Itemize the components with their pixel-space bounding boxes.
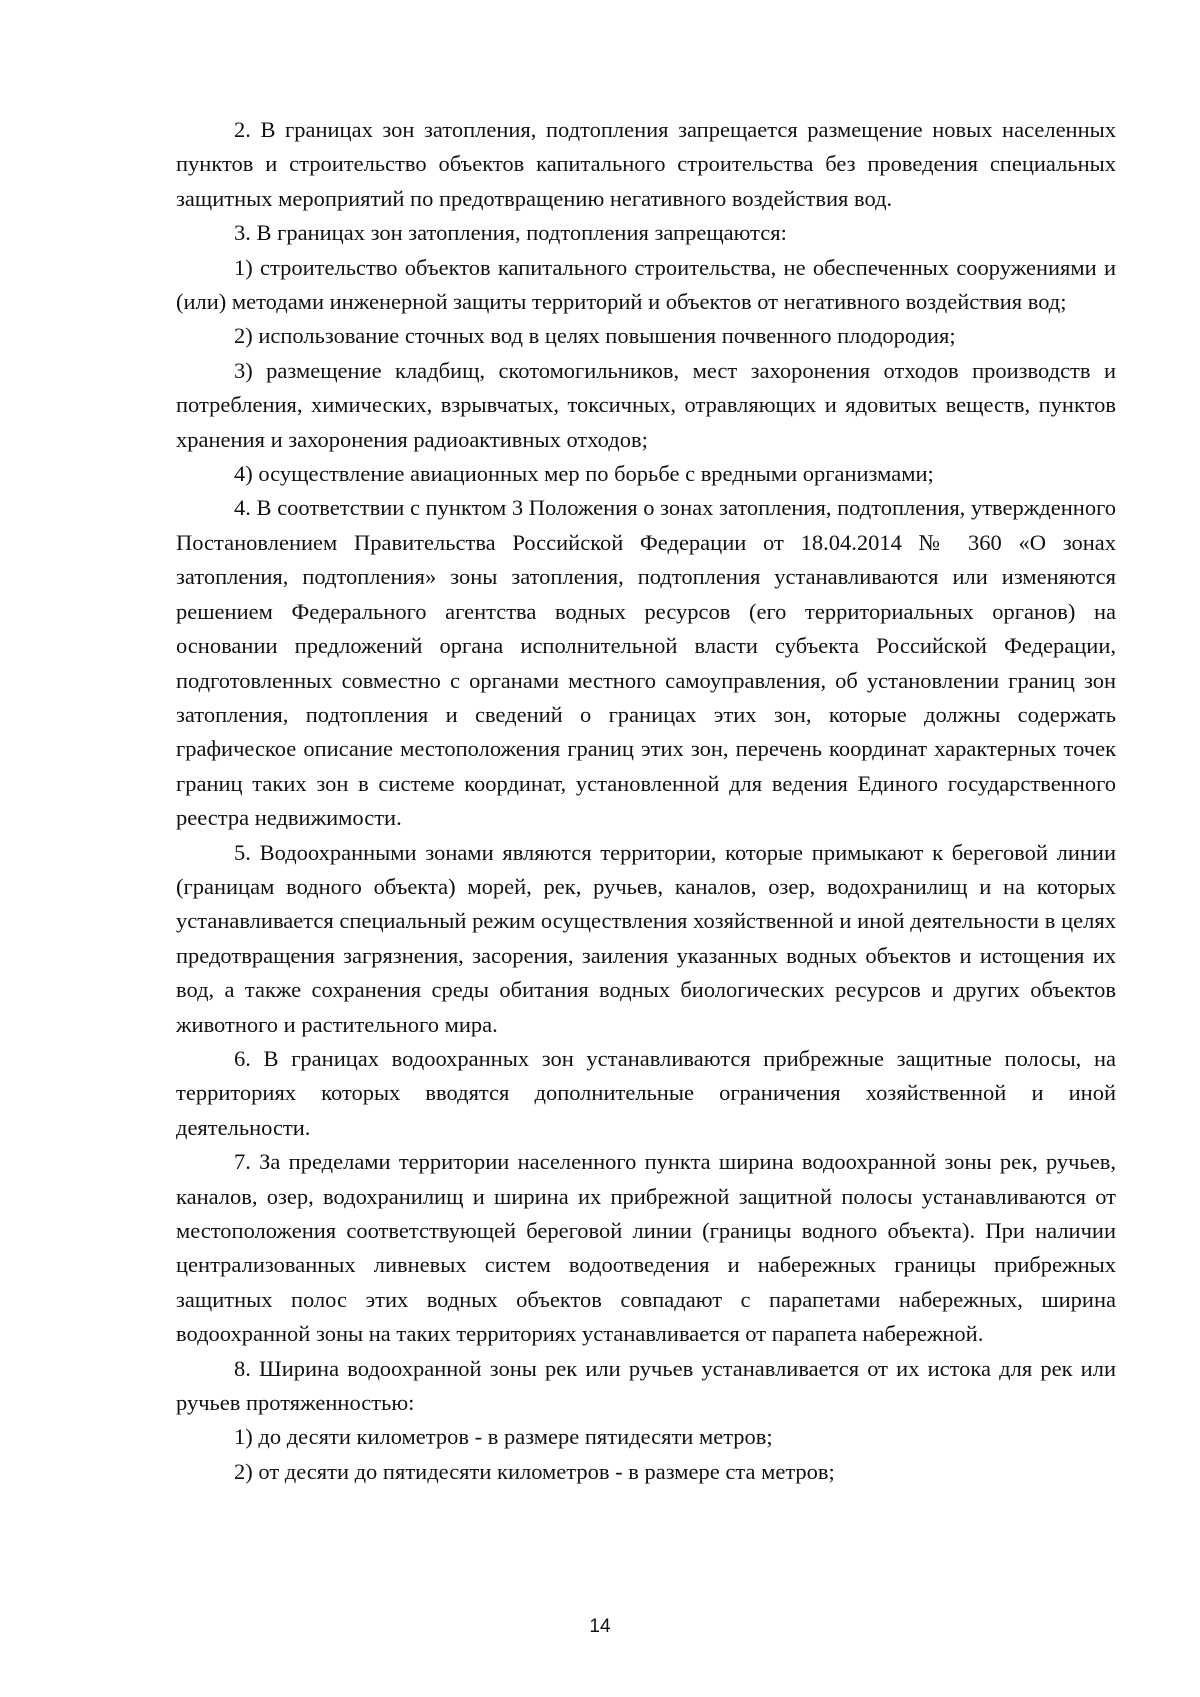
paragraph-subitem-4-aviation: 4) осуществление авиационных мер по борьбе с вредными организмами; (234, 461, 934, 487)
paragraph-subitem-1-construction: 1) строительство объектов капитального строительства, не обеспеченных сооружениями и (или) методами инженерной защиты территорий и объектов от негативного воздействия вод; (176, 254, 1116, 315)
paragraph-item-3-prohibitions: 3. В границах зон затопления, подтопления запрещаются: (234, 220, 787, 246)
paragraph-item-8-river-length: 8. Ширина водоохранной зоны рек или ручьев устанавливается от их истока для рек или ручьев протяженностью: (176, 1355, 1116, 1416)
paragraph-item-5-water-protection-zones: 5. Водоохранными зонами являются территории, которые примыкают к береговой линии (границам водного объекта) морей, рек, ручьев, каналов, озер, водохранилищ и на которых устанавливается специальный режим осуществления хозяйственной и иной деятельности в целях предотвращения загрязнения, засорения, заиления указанных водных объектов и истощения их вод, а также сохранения среды обитания водных биологических ресурсов и других объектов животного и растительного мира. (176, 839, 1116, 1037)
paragraph-subitem-2-wastewater: 2) использование сточных вод в целях повышения почвенного плодородия; (234, 323, 956, 349)
page-number: 14 (589, 1616, 611, 1637)
paragraph-item-7-zone-width: 7. За пределами территории населенного пункта ширина водоохранной зоны рек, ручьев, каналов, озер, водохранилищ и ширина их прибрежной защитной полосы устанавливаются от местоположения соответствующей береговой линии (границы водного объекта). При наличии централизованных ливневых систем водоотведения и набережных границы прибрежных защитных полос этих водных объектов совпадают с парапетами набережных, ширина водоохранной зоны на таких территориях устанавливается от парапета набережной. (176, 1149, 1116, 1347)
document-body (176, 113, 1116, 1489)
paragraph-subitem-2-fifty-km: 2) от десяти до пятидесяти километров - в размере ста метров; (234, 1458, 835, 1484)
paragraph-item-6-coastal-strips: 6. В границах водоохранных зон устанавливаются прибрежные защитные полосы, на территориях которых вводятся дополнительные ограничения хозяйственной и иной деятельности. (176, 1045, 1116, 1140)
paragraph-item-2-flooding-ban: 2. В границах зон затопления, подтопления запрещается размещение новых населенных пунктов и строительство объектов капитального строительства без проведения специальных защитных мероприятий по предотвращению негативного воздействия вод. (176, 117, 1116, 211)
paragraph-subitem-1-ten-km: 1) до десяти километров - в размере пятидесяти метров; (234, 1424, 773, 1450)
paragraph-item-4-regulation: 4. В соответствии с пунктом 3 Положения о зонах затопления, подтопления, утвержденного Постановлением Правительства Российской Федерации от 18.04.2014 № 360 «О зонах затопления, подтопления» зоны затопления, подтопления устанавливаются или изменяются решением Федерального агентства водных ресурсов (его территориальных органов) на основании предложений органа исполнительной власти субъекта Российской Федерации, подготовленных совместно с органами местного самоуправления, об установлении границ зон затопления, подтопления и сведений о границах этих зон, которые должны содержать графическое описание местоположения границ этих зон, перечень координат характерных точек границ таких зон в системе координат, установленной для ведения Единого государственного реестра недвижимости. (176, 495, 1116, 831)
paragraph-subitem-3-cemeteries: 3) размещение кладбищ, скотомогильников, мест захоронения отходов производств и потребления, химических, взрывчатых, токсичных, отравляющих и ядовитых веществ, пунктов хранения и захоронения радиоактивных отходов; (176, 357, 1116, 452)
